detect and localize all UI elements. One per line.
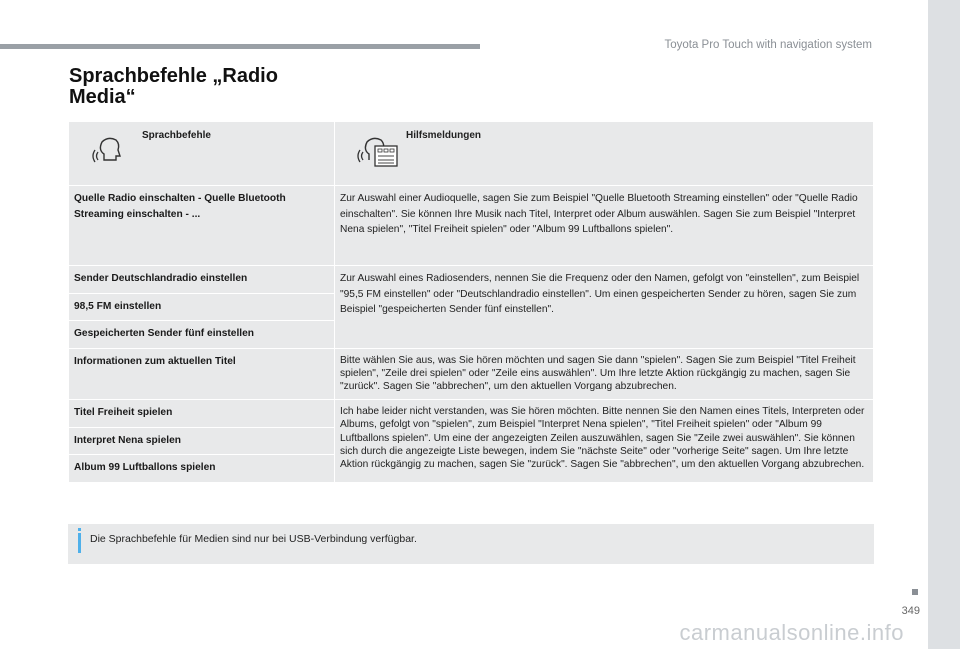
voice-commands-table (68, 121, 874, 483)
command-cell: Sender Deutschlandradio einstellen (69, 266, 335, 294)
header-label-help: Hilfsmeldungen (406, 130, 482, 141)
header-rule (0, 44, 480, 49)
command-cell: Gespeicherten Sender fünf einstellen (69, 321, 335, 349)
help-cell: Ich habe leider nicht verstanden, was Sie hören möchten. Bitte nennen Sie den Namen eines Titels, Interpreten oder Albums, gefolgt von "spielen", zum Beispiel "Interpret Nena spielen", "Titel Freiheit spielen" oder "Album 99 Luftballons spielen". Um eine der angezeigten Zeilen auszuwählen, sagen Sie "Zeile zwei auswählen". Sie können sich durch die angezeigte Liste bewegen, indem Sie "nächste Seite" oder "vorherige Seite" sagen. Um Ihre letzte Aktion rückgängig zu machen, sagen Sie "zurück". Sagen Sie "abbrechen", um den aktuellen Vorgang abzubrechen. (335, 400, 874, 483)
info-icon-dot (78, 528, 81, 531)
page-marker (912, 589, 918, 595)
info-note (68, 524, 874, 564)
command-cell: 98,5 FM einstellen (69, 293, 335, 321)
command-cell: Quelle Radio einschalten - Quelle Bluetooth Streaming einschalten - ... (69, 186, 335, 266)
header-label-commands: Sprachbefehle (142, 130, 211, 141)
table-header-row (69, 122, 874, 186)
help-cell: Zur Auswahl einer Audioquelle, sagen Sie zum Beispiel "Quelle Bluetooth Streaming einstellen" oder "Quelle Radio einschalten". Sie können Ihre Musik nach Titel, Interpret oder Album auswählen. Sagen Sie zum Beispiel "Interpret Nena spielen", "Titel Freiheit spielen" oder "Album 99 Luftballons spielen". (335, 186, 874, 266)
help-cell: Bitte wählen Sie aus, was Sie hören möchten und sagen Sie dann "spielen". Sagen Sie zum Beispiel "Titel Freiheit spielen", "Zeile drei spielen" oder "Zeile eins auswählen". Um Ihre letzte Aktion rückgängig zu machen, sagen Sie "zurück". Sagen Sie "abbrechen", um den aktuellen Vorgang abzubrechen. (335, 348, 874, 400)
header-cell-commands (69, 122, 335, 186)
manual-title: Toyota Pro Touch with navigation system (664, 39, 872, 51)
command-cell: Informationen zum aktuellen Titel (69, 348, 335, 400)
table-row (69, 400, 874, 428)
header-cell-help (335, 122, 874, 186)
table-row (69, 186, 874, 266)
help-message-icon (357, 132, 401, 174)
table-row (69, 348, 874, 400)
note-text: Die Sprachbefehle für Medien sind nur bei USB-Verbindung verfügbar. (90, 533, 417, 545)
page-sidebar (928, 0, 960, 649)
voice-command-icon (92, 132, 128, 172)
section-title: Sprachbefehle „Radio Media“ (69, 65, 278, 108)
command-cell: Titel Freiheit spielen (69, 400, 335, 428)
command-cell: Interpret Nena spielen (69, 427, 335, 455)
table-row (69, 266, 874, 294)
command-cell: Album 99 Luftballons spielen (69, 455, 335, 483)
help-cell: Zur Auswahl eines Radiosenders, nennen Sie die Frequenz oder den Namen, gefolgt von "einstellen", zum Beispiel "95,5 FM einstellen" oder "Deutschlandradio einstellen". Um einen gespeicherten Sender zu hören, sagen Sie zum Beispiel "gespeicherten Sender fünf einstellen". (335, 266, 874, 349)
info-icon (78, 533, 81, 553)
watermark: carmanualsonline.info (679, 620, 904, 645)
page-number: 349 (901, 605, 920, 617)
